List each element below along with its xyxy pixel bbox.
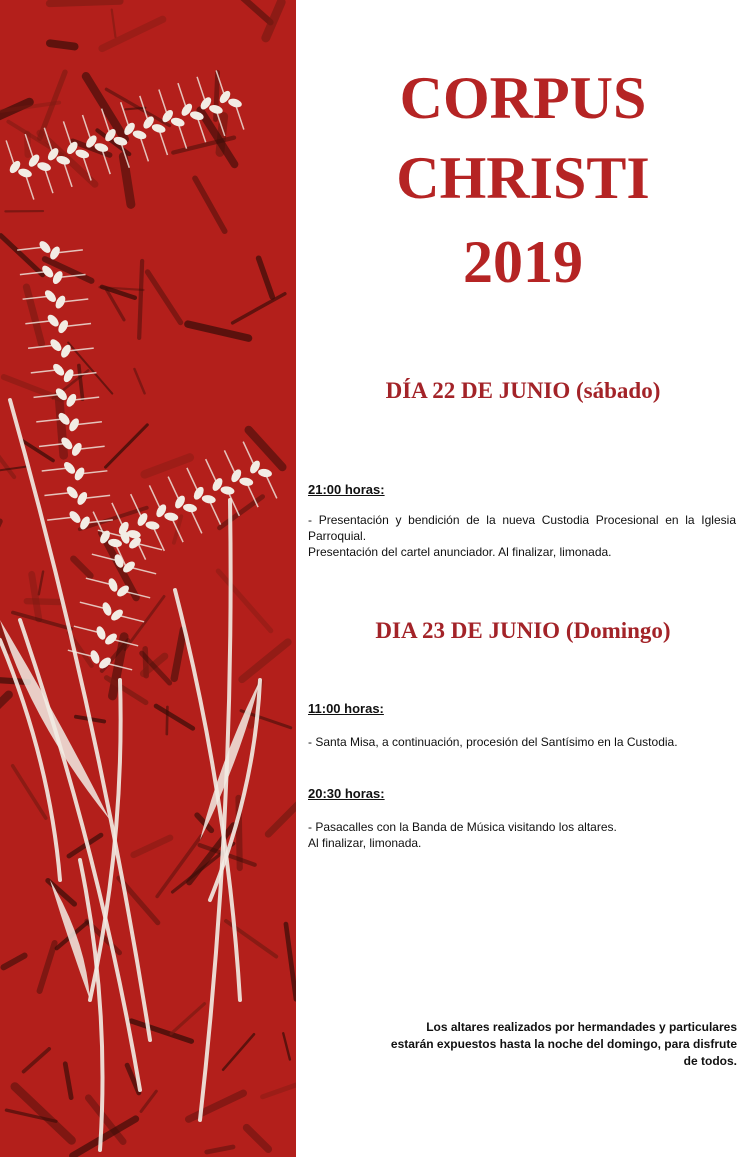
day-2-event-1-time: 11:00 horas: [308,701,384,716]
day-1-event-1-time: 21:00 horas: [308,482,385,497]
brush-stroke [27,601,61,602]
day-1-event-1-line-2: Presentación del cartel anunciador. Al finalizar, limonada. [308,545,612,559]
title-line-christi: CHRISTI [396,145,650,211]
day-2-event-2-text [308,819,736,851]
day-2-event-1-line-1: - Santa Misa, a continuación, procesión del Santísimo en la Custodia. [308,735,678,749]
closing-note [300,1019,737,1070]
title-line-year: 2019 [463,229,583,295]
day-2-event-2-line-1: - Pasacalles con la Banda de Música visitando los altares. [308,820,617,834]
brush-stroke [167,707,168,734]
wheat-painting-image [0,0,296,1157]
brush-stroke [59,394,64,455]
brush-stroke [50,43,75,46]
closing-line-2: estarán expuestos hasta la noche del domingo, para disfrute [390,1037,737,1051]
day-2-event-1-text [308,734,736,750]
closing-line-3: de todos. [683,1054,737,1068]
day-2-event-2-line-2: Al finalizar, limonada. [308,836,422,850]
brush-stroke [139,261,142,338]
day-1-event-1-text [308,512,736,560]
wheat-artwork-panel [0,0,296,1157]
day-2-event-2-time: 20:30 horas: [308,786,385,801]
day-1-event-1-line-1: - Presentación y bendición de la nueva Custodia Procesional en la Iglesia Parroquial. [308,513,736,543]
title-line-corpus: CORPUS [399,65,647,131]
brush-stroke [49,1,119,3]
closing-line-1: Los altares realizados por hermandades y particulares [426,1020,737,1034]
day-2-heading: DIA 23 DE JUNIO (Domingo) [375,618,671,643]
day-1-heading: DÍA 22 DE JUNIO (sábado) [385,378,661,403]
